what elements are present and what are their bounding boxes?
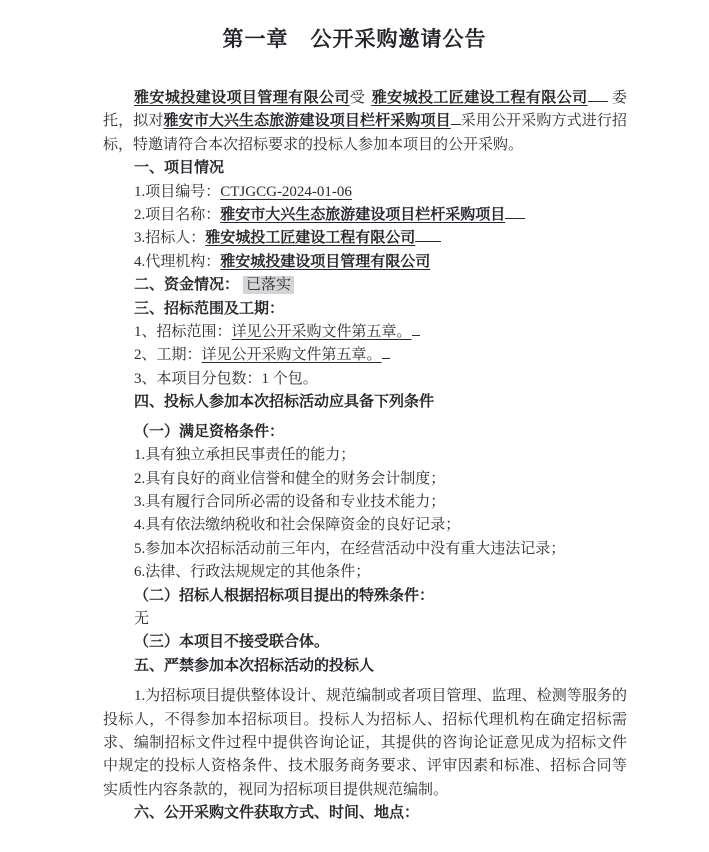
section2-heading: 二、资金情况： [134, 277, 240, 294]
qualification-item-5: 5.参加本次招标活动前三年内，在经营活动中没有重大违法记录； [134, 540, 566, 557]
underline-extension [412, 322, 420, 336]
agent-value: 雅安城投建设项目管理有限公司 [220, 253, 431, 270]
project-name-value: 雅安市大兴生态旅游建设项目栏杆采购项目 [220, 207, 506, 224]
project-name: 雅安市大兴生态旅游建设项目栏杆采购项目 [163, 113, 451, 130]
agent-row [103, 251, 627, 274]
qualification-item-6: 6.法律、行政法规规定的其他条件； [134, 564, 371, 581]
duration-value: 详见公开采购文件第五章。 [201, 347, 382, 364]
tenderee-value: 雅安城投工匠建设工程有限公司 [205, 230, 416, 247]
underline-extension [588, 88, 608, 102]
underline-extension [451, 111, 461, 125]
packages-label: 3、本项目分包数： [134, 370, 262, 387]
intro-text-3: 采用公开采购方式进行招标，特邀请符合本次招标要求的投标人参加本项目的公开采购。 [103, 113, 627, 153]
intro-text-1: 受 [349, 90, 366, 106]
project-name-label: 2.项目名称： [134, 207, 221, 224]
sub2-value: 无 [134, 610, 150, 627]
scope-value: 详见公开采购文件第五章。 [231, 324, 412, 341]
scope-row [103, 321, 627, 344]
packages-row [103, 368, 627, 391]
qualification-item-3: 3.具有履行合同所必需的设备和专业技术能力； [134, 493, 446, 510]
project-number-label: 1.项目编号： [134, 183, 221, 200]
project-number-row [103, 181, 627, 204]
duration-row [103, 344, 627, 367]
sub2-heading: （二）招标人根据招标项目提出的特殊条件： [134, 587, 435, 604]
tenderee-label: 3.招标人： [134, 230, 206, 247]
packages-value: 1 个包。 [261, 370, 318, 387]
project-name-row [103, 204, 627, 227]
agency-name: 雅安城投建设项目管理有限公司 [134, 90, 350, 106]
section6-heading: 六、公开采购文件获取方式、时间、地点： [134, 805, 420, 822]
qualification-item-1: 1.具有独立承担民事责任的能力； [134, 447, 356, 464]
sub1-heading: （一）满足资格条件： [134, 423, 285, 440]
section1-heading: 一、项目情况 [134, 160, 225, 177]
underline-extension [505, 205, 525, 219]
section5-heading: 五、严禁参加本次招标活动的投标人 [134, 657, 375, 674]
underline-extension [415, 228, 441, 242]
underline-extension [382, 345, 390, 359]
scope-label: 1、招标范围： [134, 324, 232, 341]
funding-status-badge: 已落实 [243, 276, 294, 294]
qualification-item-4: 4.具有依法缴纳税收和社会保障资金的良好记录； [134, 517, 461, 534]
intro-paragraph [103, 87, 627, 157]
sub3-heading: （三）本项目不接受联合体。 [134, 634, 330, 651]
section2-heading-row [103, 274, 627, 297]
chapter-title: 第一章 公开采购邀请公告 [222, 27, 487, 51]
duration-label: 2、工期： [134, 347, 202, 364]
tenderee-row [103, 227, 627, 250]
section5-paragraph: 1.为招标项目提供整体设计、规范编制或者项目管理、监理、检测等服务的投标人，不得参加本招标项目。投标人为招标人、招标代理机构在确定招标需求、编制招标文件过程中提供咨询论证，其提供的咨询论证意见成为招标文件中规定的投标人资格条件、技术服务商务要求、评审因素和标准、招标合同等实质性内容条款的，视同为招标项目提供规范编制。 [103, 688, 627, 798]
agent-label: 4.代理机构： [134, 253, 221, 270]
document-body [103, 87, 627, 826]
principal-name: 雅安城投工匠建设工程有限公司 [371, 90, 588, 106]
project-number-value: CTJGCG-2024-01-06 [220, 183, 352, 200]
qualification-item-2: 2.具有良好的商业信誉和健全的财务会计制度； [134, 470, 446, 487]
intro-text-2: 委托，拟对 [103, 90, 627, 130]
section4-heading: 四、投标人参加本次招标活动应具备下列条件 [134, 394, 435, 411]
section3-heading: 三、招标范围及工期： [134, 300, 285, 317]
